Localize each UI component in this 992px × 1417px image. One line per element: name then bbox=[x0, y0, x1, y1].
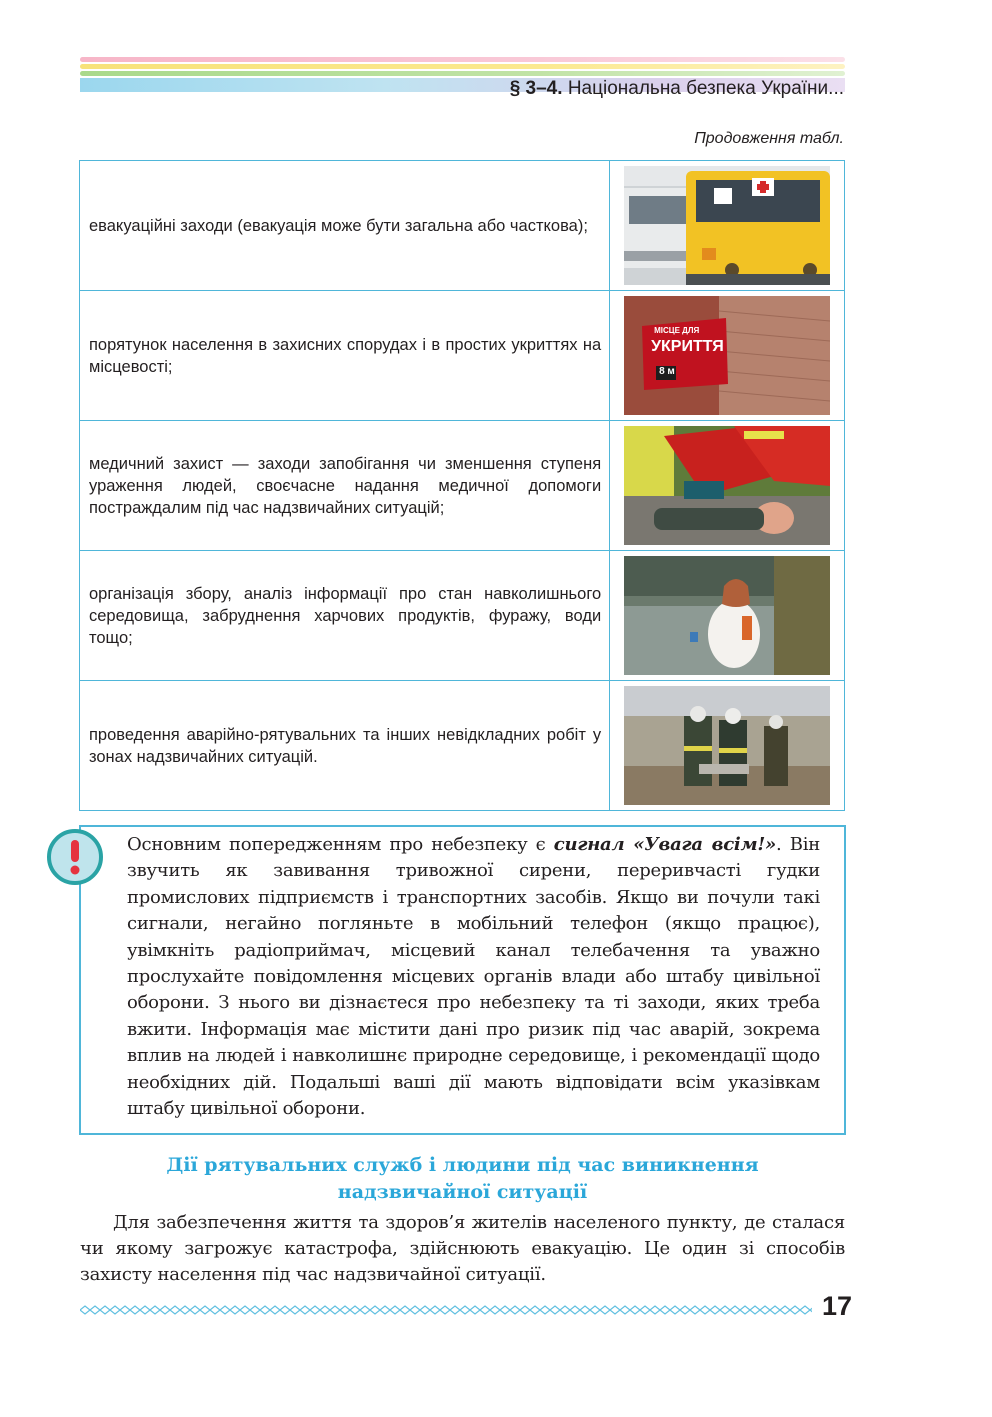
table-continuation-label: Продовження табл. bbox=[694, 130, 844, 147]
rescue-work-photo bbox=[624, 686, 830, 805]
section-heading-line2: надзвичайної ситуації bbox=[337, 1181, 588, 1203]
section-number: § 3–4. bbox=[509, 78, 563, 99]
table-row bbox=[80, 161, 845, 291]
warning-lead: Основним попередженням про небезпеку є bbox=[127, 834, 554, 855]
section-title: Національна безпека України... bbox=[567, 78, 844, 99]
shelter-sign-distance: 8 м bbox=[659, 366, 675, 377]
table-cell-text: евакуаційні заходи (евакуація може бути загальна або часткова); bbox=[80, 161, 610, 291]
medical-aid-photo bbox=[624, 426, 830, 545]
exclamation-icon bbox=[47, 829, 103, 885]
running-header bbox=[510, 78, 844, 100]
page-number: 17 bbox=[822, 1291, 853, 1321]
warning-body: . Він звучить як завивання тривожної сирени, переривчасті гудки промислових підприємств і транспортних засобів. Якщо ви почули такі сигнали, негайно погляньте в мобільний телефон (якщо працює), увімкніть радіоприймач, місцевий канал телебачення та уважно прослухайте повідомлення місцевих органів влади або штабу цивільної оборони. З нього ви дізнаєтеся про небезпеку та ті заходи, яких треба вжити. Інформація має містити дані про ризик під час аварій, зокрема вплив на людей і навколишнє природне середовище, і рекомендації щодо необхідних дій. Подальші ваші дії мають відповідати всім указівкам штабу цивільної оборони. bbox=[127, 834, 820, 1120]
shelter-sign-word: УКРИТТЯ bbox=[651, 338, 724, 355]
warning-signal: сигнал «Увага всім!» bbox=[553, 834, 777, 855]
shelter-sign-caption: МІСЦЕ ДЛЯ bbox=[654, 326, 700, 335]
protection-measures-table bbox=[79, 160, 845, 811]
table-cell-text: порятунок населення в захисних спорудах і в простих укриттях на місцевості; bbox=[80, 291, 610, 421]
table-cell-text: організація збору, аналіз інформації про стан навколишнього середовища, забруднення харчових продуктів, фуражу, води тощо; bbox=[80, 551, 610, 681]
body-paragraph: Для забезпечення життя та здоров’я жителів населеного пункту, де сталася чи якому загрожує катастрофа, здійснюють евакуацію. Це один зі способів захисту населення під час надзвичайної ситуації. bbox=[80, 1212, 845, 1285]
evacuation-bus-photo bbox=[624, 166, 830, 285]
table-row bbox=[80, 291, 845, 421]
table-cell-text: медичний захист — заходи запобігання чи зменшення ступеня ураження людей, своєчасне надання медичної допомоги постраждалим під час надзвичайних ситуацій; bbox=[80, 421, 610, 551]
warning-text bbox=[127, 832, 820, 1122]
table-row bbox=[80, 681, 845, 811]
table-row bbox=[80, 551, 845, 681]
section-heading bbox=[80, 1152, 845, 1206]
table-row bbox=[80, 421, 845, 551]
section-heading-line1: Дії рятувальних служб і людини під час виникнення bbox=[166, 1154, 759, 1176]
water-sampling-photo bbox=[624, 556, 830, 675]
table-cell-text: проведення аварійно-рятувальних та інших невідкладних робіт у зонах надзвичайних ситуацій. bbox=[80, 681, 610, 811]
shelter-sign-photo bbox=[624, 296, 830, 415]
footer-decorative-line bbox=[80, 1303, 812, 1317]
